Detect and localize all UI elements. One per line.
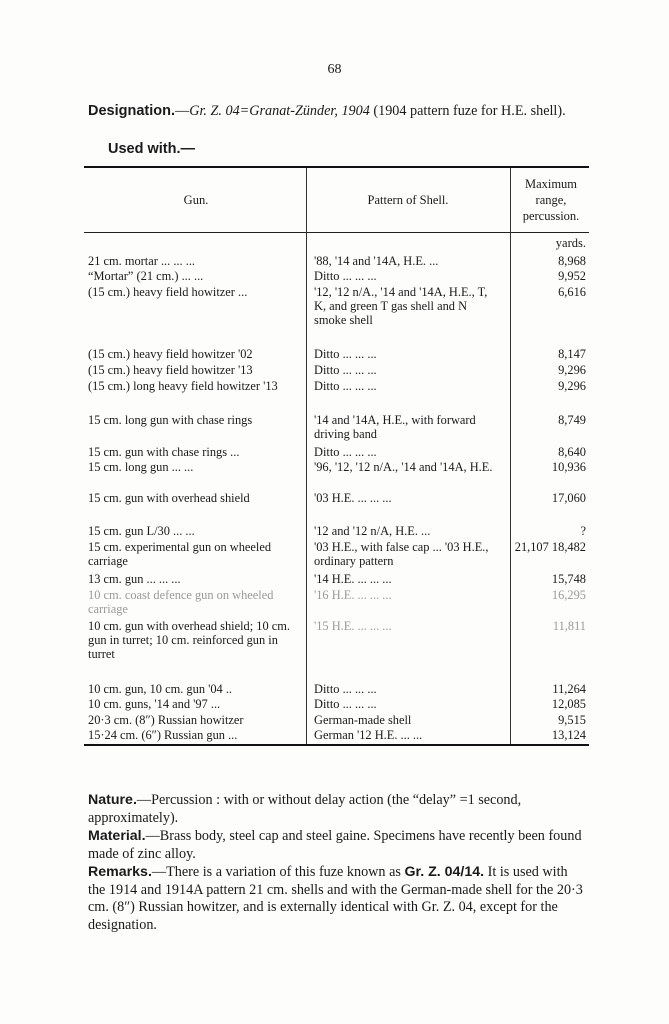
range-cell: 11,811 xyxy=(552,619,586,633)
shell-cell: Ditto ... ... ... xyxy=(314,682,377,696)
material-paragraph xyxy=(88,828,588,863)
used-with-heading: Used with.— xyxy=(108,141,196,157)
header-gun: Gun. xyxy=(183,193,209,207)
designation-paragraph xyxy=(88,102,588,120)
shell-cell: '03 H.E., with false cap ... '03 H.E., ordinary pattern xyxy=(314,540,489,569)
range-cell: 6,616 xyxy=(558,285,586,299)
shell-cell: '15 H.E. ... ... ... xyxy=(314,619,392,633)
shell-cell: '03 H.E. ... ... ... xyxy=(314,491,392,505)
gun-cell: (15 cm.) heavy field howitzer ... xyxy=(88,285,248,299)
material-text: —Brass body, steel cap and steel gaine. Specimens have recently been found made of zinc alloy. xyxy=(88,828,582,862)
gun-cell: 15 cm. gun L/30 ... ... xyxy=(88,524,195,538)
gun-cell: 15 cm. long gun with chase rings xyxy=(88,413,253,427)
material-label: Material. xyxy=(88,828,146,844)
shell-cell: Ditto ... ... ... xyxy=(314,269,377,283)
shell-cell: '96, '12, '12 n/A., '14 and '14A, H.E. xyxy=(314,460,493,474)
gun-cell: (15 cm.) heavy field howitzer '13 xyxy=(88,363,253,377)
header-range: Maximum range, percussion. xyxy=(522,177,580,223)
shell-cell: '12 and '12 n/A, H.E. ... xyxy=(314,524,431,538)
remarks-paragraph xyxy=(88,864,588,934)
shell-cell: Ditto ... ... ... xyxy=(314,697,377,711)
shell-cell: German-made shell xyxy=(314,713,412,727)
gun-cell: 15 cm. long gun ... ... xyxy=(88,460,194,474)
gun-cell: 13 cm. gun ... ... ... xyxy=(88,572,181,586)
shell-cell: Ditto ... ... ... xyxy=(314,445,377,459)
range-cell: 15,748 xyxy=(551,572,586,586)
remarks-text-2: It is used with the 1914 and 1914A pattern 21 cm. shells and with the German-made shell for the 20·3 cm. (8″) Russian howitzer, and is externally identical with Gr. Z. 04, except for the designation. xyxy=(88,864,583,933)
range-cell: ? xyxy=(580,524,586,538)
range-cell: 8,147 xyxy=(558,347,586,361)
gun-cell: 21 cm. mortar ... ... ... xyxy=(88,254,196,268)
range-cell: 8,640 xyxy=(558,445,586,459)
shell-cell: '12, '12 n/A., '14 and '14A, H.E., T, K, and green T gas shell and N smoke shell xyxy=(314,285,488,328)
nature-paragraph xyxy=(88,792,588,827)
table-top-rule xyxy=(84,166,589,168)
gun-cell: 10 cm. gun, 10 cm. gun '04 .. xyxy=(88,682,233,696)
remarks-text-1: —There is a variation of this fuze known as xyxy=(151,864,405,880)
range-cell: 11,264 xyxy=(552,682,586,696)
remarks-label: Remarks. xyxy=(88,864,152,880)
shell-cell: German '12 H.E. ... ... xyxy=(314,728,423,742)
shell-cell: Ditto ... ... ... xyxy=(314,379,377,393)
gun-cell: 20·3 cm. (8″) Russian howitzer xyxy=(88,713,244,727)
range-cell: 13,124 xyxy=(551,728,586,742)
range-cell: 17,060 xyxy=(551,491,586,505)
column-divider xyxy=(306,168,307,744)
designation-label: Designation. xyxy=(88,103,176,119)
table-bottom-rule xyxy=(84,744,589,746)
designation-dash: — xyxy=(175,103,190,119)
range-cell: 9,296 xyxy=(558,379,586,393)
range-cell: 8,749 xyxy=(558,413,586,427)
shell-cell: '14 H.E. ... ... ... xyxy=(314,572,392,586)
gun-cell: (15 cm.) long heavy field howitzer '13 xyxy=(88,379,278,393)
remarks-fuze-name: Gr. Z. 04/14. xyxy=(404,864,485,880)
range-units: yards. xyxy=(555,236,586,250)
gun-cell: 15 cm. experimental gun on wheeled carriage xyxy=(88,540,272,569)
table-header-rule xyxy=(84,232,589,233)
range-cell: 9,952 xyxy=(558,269,586,283)
range-cell: 9,296 xyxy=(558,363,586,377)
gun-cell: 15 cm. gun with overhead shield xyxy=(88,491,250,505)
gun-cell: 15 cm. gun with chase rings ... xyxy=(88,445,240,459)
gun-cell: 15·24 cm. (6″) Russian gun ... xyxy=(88,728,238,742)
shell-cell: '16 H.E. ... ... ... xyxy=(314,588,392,602)
shell-cell: Ditto ... ... ... xyxy=(314,347,377,361)
gun-cell: “Mortar” (21 cm.) ... ... xyxy=(88,269,204,283)
nature-text: —Percussion : with or without delay action (the “delay” =1 second, approximately). xyxy=(88,792,522,826)
column-divider xyxy=(510,168,511,744)
range-cell: 10,936 xyxy=(551,460,586,474)
shell-cell: '14 and '14A, H.E., with forward driving band xyxy=(314,413,476,442)
gun-cell: 10 cm. gun with overhead shield; 10 cm. gun in turret; 10 cm. reinforced gun in turret xyxy=(88,619,290,662)
range-cell: 16,295 xyxy=(551,588,586,602)
range-cell: 21,107 18,482 xyxy=(514,540,586,554)
gun-cell: (15 cm.) heavy field howitzer '02 xyxy=(88,347,253,361)
range-cell: 9,515 xyxy=(558,713,586,727)
gun-cell: 10 cm. guns, '14 and '97 ... xyxy=(88,697,221,711)
designation-abbreviation: Gr. Z. 04=Granat-Zünder, 1904 xyxy=(189,103,370,119)
range-cell: 12,085 xyxy=(551,697,586,711)
gun-cell: 10 cm. coast defence gun on wheeled carriage xyxy=(88,588,274,617)
shell-cell: Ditto ... ... ... xyxy=(314,363,377,377)
range-cell: 8,968 xyxy=(558,254,586,268)
designation-description: (1904 pattern fuze for H.E. shell). xyxy=(369,103,566,119)
nature-label: Nature. xyxy=(88,792,137,808)
shell-cell: '88, '14 and '14A, H.E. ... xyxy=(314,254,439,268)
header-shell: Pattern of Shell. xyxy=(367,193,449,207)
page-number: 68 xyxy=(327,62,342,77)
